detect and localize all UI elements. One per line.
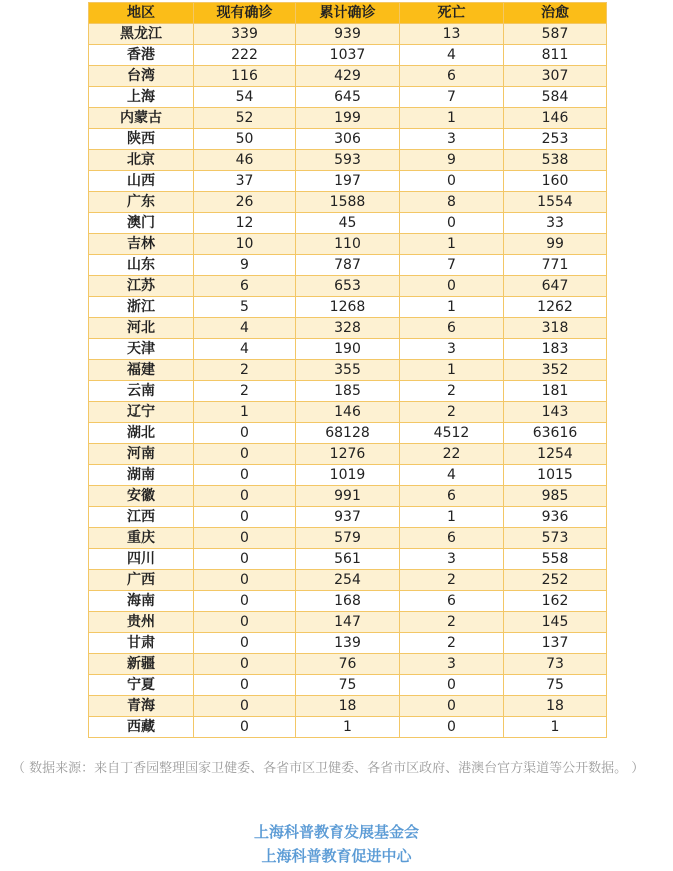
total-confirmed-cell: 197	[296, 171, 400, 192]
region-cell: 江苏	[89, 276, 194, 297]
total-confirmed-cell: 1276	[296, 444, 400, 465]
region-cell: 河北	[89, 318, 194, 339]
deaths-cell: 0	[400, 213, 504, 234]
current-confirmed-cell: 50	[194, 129, 296, 150]
current-confirmed-cell: 0	[194, 591, 296, 612]
table-row	[89, 318, 607, 339]
total-confirmed-cell: 45	[296, 213, 400, 234]
deaths-cell: 7	[400, 255, 504, 276]
table-row	[89, 45, 607, 66]
current-confirmed-cell: 1	[194, 402, 296, 423]
total-confirmed-cell: 991	[296, 486, 400, 507]
deaths-cell: 1	[400, 108, 504, 129]
region-cell: 青海	[89, 696, 194, 717]
region-cell: 吉林	[89, 234, 194, 255]
current-confirmed-cell: 0	[194, 549, 296, 570]
recovered-cell: 252	[504, 570, 607, 591]
recovered-cell: 73	[504, 654, 607, 675]
recovered-cell: 146	[504, 108, 607, 129]
deaths-cell: 8	[400, 192, 504, 213]
recovered-cell: 99	[504, 234, 607, 255]
deaths-cell: 0	[400, 696, 504, 717]
current-confirmed-cell: 6	[194, 276, 296, 297]
current-confirmed-cell: 4	[194, 318, 296, 339]
current-confirmed-cell: 116	[194, 66, 296, 87]
region-cell: 河南	[89, 444, 194, 465]
table-row	[89, 612, 607, 633]
recovered-cell: 307	[504, 66, 607, 87]
table-row	[89, 675, 607, 696]
deaths-cell: 0	[400, 276, 504, 297]
total-confirmed-cell: 68128	[296, 423, 400, 444]
current-confirmed-cell: 9	[194, 255, 296, 276]
region-cell: 海南	[89, 591, 194, 612]
total-confirmed-cell: 561	[296, 549, 400, 570]
total-confirmed-cell: 1	[296, 717, 400, 738]
recovered-cell: 162	[504, 591, 607, 612]
current-confirmed-cell: 2	[194, 381, 296, 402]
recovered-cell: 181	[504, 381, 607, 402]
region-cell: 山西	[89, 171, 194, 192]
total-confirmed-cell: 75	[296, 675, 400, 696]
table-row	[89, 108, 607, 129]
header-region: 地区	[89, 3, 194, 24]
deaths-cell: 6	[400, 591, 504, 612]
table-row	[89, 444, 607, 465]
deaths-cell: 7	[400, 87, 504, 108]
deaths-cell: 9	[400, 150, 504, 171]
deaths-cell: 22	[400, 444, 504, 465]
deaths-cell: 6	[400, 486, 504, 507]
table-row	[89, 66, 607, 87]
deaths-cell: 0	[400, 717, 504, 738]
deaths-cell: 2	[400, 570, 504, 591]
current-confirmed-cell: 0	[194, 444, 296, 465]
region-cell: 内蒙古	[89, 108, 194, 129]
recovered-cell: 18	[504, 696, 607, 717]
recovered-cell: 143	[504, 402, 607, 423]
table-row	[89, 570, 607, 591]
deaths-cell: 4512	[400, 423, 504, 444]
total-confirmed-cell: 168	[296, 591, 400, 612]
region-cell: 广东	[89, 192, 194, 213]
table-row	[89, 24, 607, 45]
deaths-cell: 4	[400, 465, 504, 486]
total-confirmed-cell: 139	[296, 633, 400, 654]
table-row	[89, 717, 607, 738]
header-recovered: 治愈	[504, 3, 607, 24]
table-header-row	[89, 3, 607, 24]
deaths-cell: 2	[400, 612, 504, 633]
recovered-cell: 647	[504, 276, 607, 297]
current-confirmed-cell: 0	[194, 570, 296, 591]
current-confirmed-cell: 0	[194, 528, 296, 549]
recovered-cell: 538	[504, 150, 607, 171]
current-confirmed-cell: 37	[194, 171, 296, 192]
recovered-cell: 1015	[504, 465, 607, 486]
total-confirmed-cell: 76	[296, 654, 400, 675]
recovered-cell: 145	[504, 612, 607, 633]
epidemic-data-table	[88, 2, 607, 738]
table-row	[89, 276, 607, 297]
current-confirmed-cell: 0	[194, 654, 296, 675]
deaths-cell: 13	[400, 24, 504, 45]
current-confirmed-cell: 0	[194, 675, 296, 696]
recovered-cell: 584	[504, 87, 607, 108]
recovered-cell: 1554	[504, 192, 607, 213]
current-confirmed-cell: 222	[194, 45, 296, 66]
deaths-cell: 3	[400, 339, 504, 360]
recovered-cell: 811	[504, 45, 607, 66]
table-row	[89, 171, 607, 192]
total-confirmed-cell: 937	[296, 507, 400, 528]
region-cell: 湖南	[89, 465, 194, 486]
total-confirmed-cell: 939	[296, 24, 400, 45]
recovered-cell: 183	[504, 339, 607, 360]
footer-org-foundation: 上海科普教育发展基金会	[253, 823, 419, 841]
total-confirmed-cell: 1019	[296, 465, 400, 486]
region-cell: 天津	[89, 339, 194, 360]
total-confirmed-cell: 1588	[296, 192, 400, 213]
total-confirmed-cell: 1037	[296, 45, 400, 66]
deaths-cell: 3	[400, 129, 504, 150]
recovered-cell: 936	[504, 507, 607, 528]
total-confirmed-cell: 593	[296, 150, 400, 171]
total-confirmed-cell: 787	[296, 255, 400, 276]
total-confirmed-cell: 110	[296, 234, 400, 255]
total-confirmed-cell: 429	[296, 66, 400, 87]
table-row	[89, 150, 607, 171]
table-row	[89, 339, 607, 360]
deaths-cell: 1	[400, 234, 504, 255]
total-confirmed-cell: 147	[296, 612, 400, 633]
current-confirmed-cell: 0	[194, 633, 296, 654]
region-cell: 辽宁	[89, 402, 194, 423]
recovered-cell: 771	[504, 255, 607, 276]
table-row	[89, 423, 607, 444]
region-cell: 安徽	[89, 486, 194, 507]
current-confirmed-cell: 52	[194, 108, 296, 129]
current-confirmed-cell: 12	[194, 213, 296, 234]
deaths-cell: 0	[400, 171, 504, 192]
deaths-cell: 1	[400, 507, 504, 528]
deaths-cell: 2	[400, 381, 504, 402]
table-row	[89, 591, 607, 612]
header-current-confirmed: 现有确诊	[194, 3, 296, 24]
deaths-cell: 6	[400, 318, 504, 339]
region-cell: 新疆	[89, 654, 194, 675]
table-row	[89, 192, 607, 213]
deaths-cell: 2	[400, 633, 504, 654]
total-confirmed-cell: 328	[296, 318, 400, 339]
region-cell: 北京	[89, 150, 194, 171]
table-row	[89, 213, 607, 234]
region-cell: 湖北	[89, 423, 194, 444]
region-cell: 台湾	[89, 66, 194, 87]
recovered-cell: 318	[504, 318, 607, 339]
recovered-cell: 33	[504, 213, 607, 234]
table-row	[89, 528, 607, 549]
total-confirmed-cell: 254	[296, 570, 400, 591]
recovered-cell: 160	[504, 171, 607, 192]
recovered-cell: 63616	[504, 423, 607, 444]
table-row	[89, 696, 607, 717]
region-cell: 贵州	[89, 612, 194, 633]
table-row	[89, 486, 607, 507]
current-confirmed-cell: 10	[194, 234, 296, 255]
deaths-cell: 0	[400, 675, 504, 696]
current-confirmed-cell: 4	[194, 339, 296, 360]
footer-organizations	[0, 820, 673, 868]
region-cell: 宁夏	[89, 675, 194, 696]
table-body	[89, 24, 607, 738]
region-cell: 江西	[89, 507, 194, 528]
total-confirmed-cell: 355	[296, 360, 400, 381]
recovered-cell: 587	[504, 24, 607, 45]
recovered-cell: 985	[504, 486, 607, 507]
deaths-cell: 3	[400, 654, 504, 675]
region-cell: 甘肃	[89, 633, 194, 654]
current-confirmed-cell: 2	[194, 360, 296, 381]
total-confirmed-cell: 190	[296, 339, 400, 360]
deaths-cell: 6	[400, 528, 504, 549]
region-cell: 四川	[89, 549, 194, 570]
table-row	[89, 465, 607, 486]
recovered-cell: 137	[504, 633, 607, 654]
recovered-cell: 558	[504, 549, 607, 570]
table-row	[89, 633, 607, 654]
recovered-cell: 573	[504, 528, 607, 549]
deaths-cell: 4	[400, 45, 504, 66]
total-confirmed-cell: 1268	[296, 297, 400, 318]
total-confirmed-cell: 306	[296, 129, 400, 150]
recovered-cell: 352	[504, 360, 607, 381]
current-confirmed-cell: 0	[194, 612, 296, 633]
region-cell: 山东	[89, 255, 194, 276]
recovered-cell: 75	[504, 675, 607, 696]
current-confirmed-cell: 46	[194, 150, 296, 171]
current-confirmed-cell: 0	[194, 717, 296, 738]
table-row	[89, 549, 607, 570]
deaths-cell: 1	[400, 360, 504, 381]
current-confirmed-cell: 26	[194, 192, 296, 213]
region-cell: 云南	[89, 381, 194, 402]
data-source-note: （ 数据来源：来自丁香园整理国家卫健委、各省市区卫健委、各省市区政府、港澳台官方渠道等公开数据。 ）	[12, 761, 645, 776]
table-row	[89, 234, 607, 255]
table-row	[89, 360, 607, 381]
region-cell: 重庆	[89, 528, 194, 549]
current-confirmed-cell: 5	[194, 297, 296, 318]
recovered-cell: 1262	[504, 297, 607, 318]
current-confirmed-cell: 0	[194, 465, 296, 486]
table-row	[89, 654, 607, 675]
region-cell: 黑龙江	[89, 24, 194, 45]
table-row	[89, 87, 607, 108]
table-row	[89, 297, 607, 318]
current-confirmed-cell: 0	[194, 507, 296, 528]
total-confirmed-cell: 146	[296, 402, 400, 423]
deaths-cell: 2	[400, 402, 504, 423]
region-cell: 浙江	[89, 297, 194, 318]
current-confirmed-cell: 339	[194, 24, 296, 45]
table-row	[89, 507, 607, 528]
current-confirmed-cell: 0	[194, 423, 296, 444]
total-confirmed-cell: 18	[296, 696, 400, 717]
region-cell: 澳门	[89, 213, 194, 234]
recovered-cell: 1	[504, 717, 607, 738]
region-cell: 西藏	[89, 717, 194, 738]
footer-org-center: 上海科普教育促进中心	[261, 847, 412, 865]
total-confirmed-cell: 185	[296, 381, 400, 402]
total-confirmed-cell: 645	[296, 87, 400, 108]
deaths-cell: 3	[400, 549, 504, 570]
region-cell: 广西	[89, 570, 194, 591]
total-confirmed-cell: 579	[296, 528, 400, 549]
header-total-confirmed: 累计确诊	[296, 3, 400, 24]
deaths-cell: 6	[400, 66, 504, 87]
table-row	[89, 381, 607, 402]
region-cell: 陕西	[89, 129, 194, 150]
current-confirmed-cell: 0	[194, 486, 296, 507]
deaths-cell: 1	[400, 297, 504, 318]
table-row	[89, 402, 607, 423]
region-cell: 上海	[89, 87, 194, 108]
header-deaths: 死亡	[400, 3, 504, 24]
table-row	[89, 129, 607, 150]
region-cell: 福建	[89, 360, 194, 381]
total-confirmed-cell: 199	[296, 108, 400, 129]
recovered-cell: 253	[504, 129, 607, 150]
region-cell: 香港	[89, 45, 194, 66]
current-confirmed-cell: 0	[194, 696, 296, 717]
current-confirmed-cell: 54	[194, 87, 296, 108]
total-confirmed-cell: 653	[296, 276, 400, 297]
table-row	[89, 255, 607, 276]
recovered-cell: 1254	[504, 444, 607, 465]
